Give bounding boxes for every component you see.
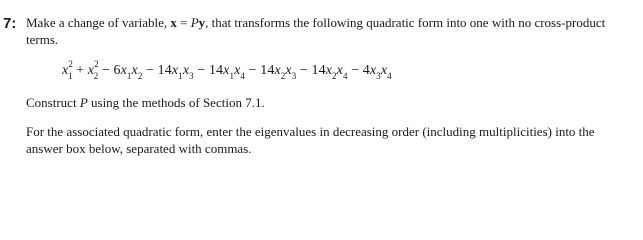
term-var: x xyxy=(131,63,138,78)
term-var: x xyxy=(182,63,190,78)
matrix-p: P xyxy=(190,15,199,30)
term-sub: 4 xyxy=(387,70,392,81)
question-text-line-2: terms. xyxy=(26,32,59,47)
term-var: x xyxy=(380,63,388,78)
term-var: x xyxy=(274,63,281,78)
term-sub: 2 xyxy=(93,70,99,81)
term-sub: 3 xyxy=(376,70,381,81)
vector-x: x xyxy=(170,15,177,30)
quadratic-form xyxy=(62,59,392,81)
eigenvalue-instruction-line-1: For the associated quadratic form, enter the eigenvalues in decreasing order (including multiplicities) into the xyxy=(26,124,595,139)
term-var: x xyxy=(234,63,241,78)
question-text-b: , that transforms the following quadratic form into one with no cross-product xyxy=(205,15,606,30)
plus-sign: + xyxy=(72,63,88,78)
term-sub: 1 xyxy=(126,70,132,81)
term-var: x xyxy=(285,63,292,78)
term-var: x xyxy=(369,63,377,78)
term-coef: − 14 xyxy=(193,63,224,78)
term-sub: 4 xyxy=(240,70,246,81)
term-sub: 3 xyxy=(291,70,297,81)
question-number: 7: xyxy=(3,15,17,32)
term-coef: − 14 xyxy=(142,63,172,78)
term-sub: 1 xyxy=(229,70,235,81)
term-sub: 2 xyxy=(332,70,337,81)
term-sub: 2 xyxy=(280,70,286,81)
term-var: x xyxy=(336,63,343,78)
term-var: x xyxy=(171,63,179,78)
term-var: x xyxy=(120,63,127,78)
term-coef: − 14 xyxy=(245,63,275,78)
vector-y: y xyxy=(198,15,206,30)
term-var: x xyxy=(62,63,69,78)
construct-text-b: using the methods of Section 7.1. xyxy=(87,95,265,110)
term-var: x xyxy=(325,63,333,78)
equals-sign: = xyxy=(176,15,191,30)
term-sub: 4 xyxy=(342,70,348,81)
term-sub: 3 xyxy=(189,70,194,81)
term-coef: − 6 xyxy=(98,63,121,78)
term-var: x xyxy=(223,63,230,78)
term-var: x xyxy=(87,63,95,78)
term-coef: − 14 xyxy=(296,63,326,78)
eigenvalue-instruction-line-2: answer box below, separated with commas. xyxy=(26,141,252,156)
term-sub: 1 xyxy=(178,70,183,81)
question-text-line-1 xyxy=(26,15,605,31)
matrix-p: P xyxy=(79,95,88,110)
term-sub: 1 xyxy=(67,70,73,81)
term-exp: 2 xyxy=(94,59,99,70)
construct-text-a: Construct xyxy=(26,95,80,110)
question-text-a: Make a change of variable, xyxy=(26,15,171,30)
term-coef: − 4 xyxy=(347,63,370,78)
term-exp: 2 xyxy=(68,59,73,70)
term-sub: 2 xyxy=(137,70,143,81)
construct-instruction xyxy=(26,95,265,111)
